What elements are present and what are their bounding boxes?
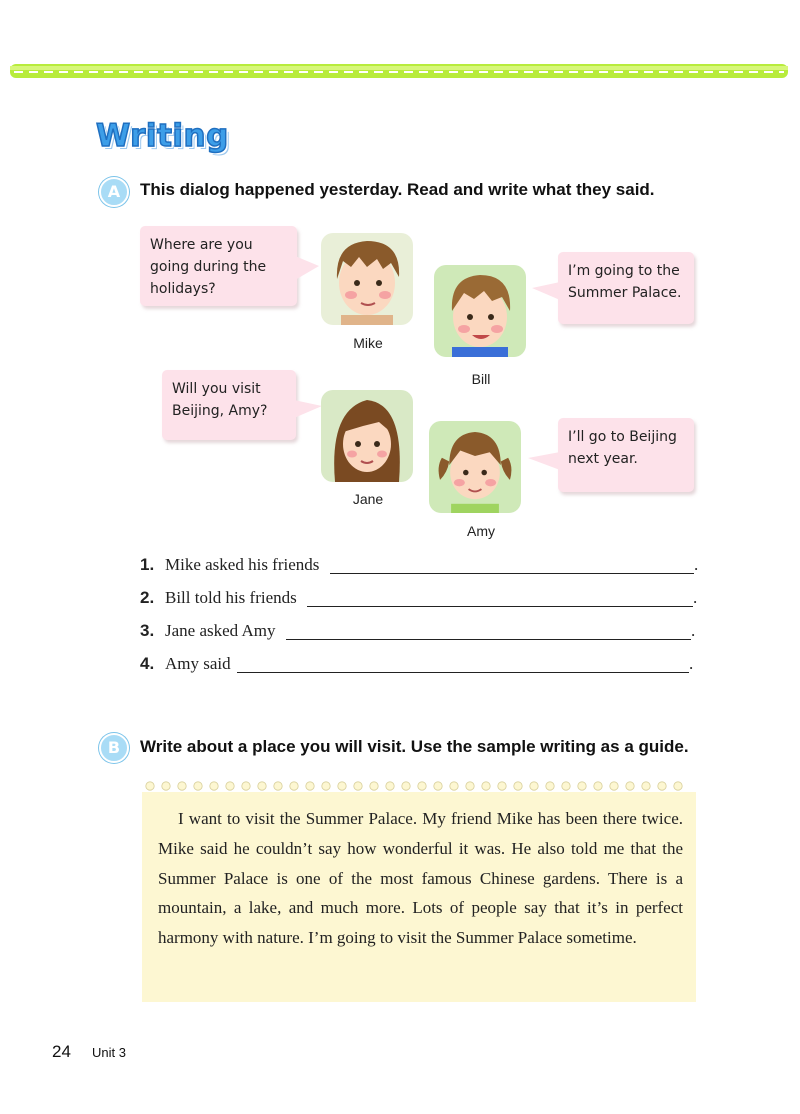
question-prompt: Amy said <box>165 654 231 673</box>
page-number: 24 <box>52 1042 71 1061</box>
part-a-instruction: This dialog happened yesterday. Read and write what they said. <box>140 180 655 199</box>
bill-portrait <box>434 265 526 357</box>
question-number: 3. <box>140 621 155 640</box>
answer-line-3[interactable] <box>286 639 691 640</box>
speech-bubble-bill-text: I’m going to the Summer Palace. <box>568 263 682 301</box>
sample-writing-text: I want to visit the Summer Palace. My friend Mike has been there twice. Mike said he couldn’t say how wonderful it was. He also told me that the Summer Palace is one of the most famous Chinese gardens. There is a mountain, a lake, and much more. Lots of people say that it’s in perfect harmony with nature. I’m going to visit the Summer Palace sometime. <box>158 809 683 948</box>
sentence-period: . <box>694 555 699 574</box>
notebook-spiral-holes <box>142 778 696 792</box>
name-label-jane: Jane <box>352 491 384 507</box>
name-label-mike: Mike <box>353 335 383 351</box>
speech-bubble-jane <box>162 370 296 440</box>
question-number: 1. <box>140 555 155 574</box>
question-prompt: Jane asked Amy <box>165 621 276 640</box>
speech-bubble-mike-text: Where are you going during the holidays? <box>150 237 267 297</box>
answer-line-2[interactable] <box>307 606 693 607</box>
bubble-tail <box>295 256 319 280</box>
mike-portrait <box>321 233 413 325</box>
amy-portrait <box>429 421 521 513</box>
sentence-period: . <box>689 654 694 673</box>
sentence-period: . <box>693 588 698 607</box>
question-number: 2. <box>140 588 155 607</box>
speech-bubble-mike <box>140 226 297 306</box>
question-item <box>140 588 696 614</box>
bubble-tail <box>532 282 560 300</box>
question-number: 4. <box>140 654 155 673</box>
bubble-tail <box>294 400 322 418</box>
answer-line-4[interactable] <box>237 672 689 673</box>
question-item <box>140 555 699 581</box>
question-prompt: Mike asked his friends <box>165 555 320 574</box>
decorative-green-band <box>10 60 788 82</box>
unit-label: Unit 3 <box>92 1045 126 1060</box>
speech-bubble-amy-text: I’ll go to Beijing next year. <box>568 429 677 467</box>
name-label-bill: Bill <box>471 371 491 387</box>
question-prompt: Bill told his friends <box>165 588 297 607</box>
speech-bubble-jane-text: Will you visit Beijing, Amy? <box>172 381 268 419</box>
speech-bubble-amy <box>558 418 694 492</box>
part-b-badge: B <box>99 733 129 763</box>
speech-bubble-bill <box>558 252 694 324</box>
part-b-instruction: Write about a place you will visit. Use the sample writing as a guide. <box>140 737 689 756</box>
section-title: Writing <box>96 118 229 154</box>
question-item <box>140 621 696 647</box>
part-a-badge: A <box>99 177 129 207</box>
sample-writing-notebook <box>142 778 696 1002</box>
name-label-amy: Amy <box>467 523 495 539</box>
question-item <box>140 654 696 680</box>
answer-line-1[interactable] <box>330 573 694 574</box>
bubble-tail <box>528 452 560 470</box>
sentence-period: . <box>691 621 696 640</box>
jane-portrait <box>321 390 413 482</box>
